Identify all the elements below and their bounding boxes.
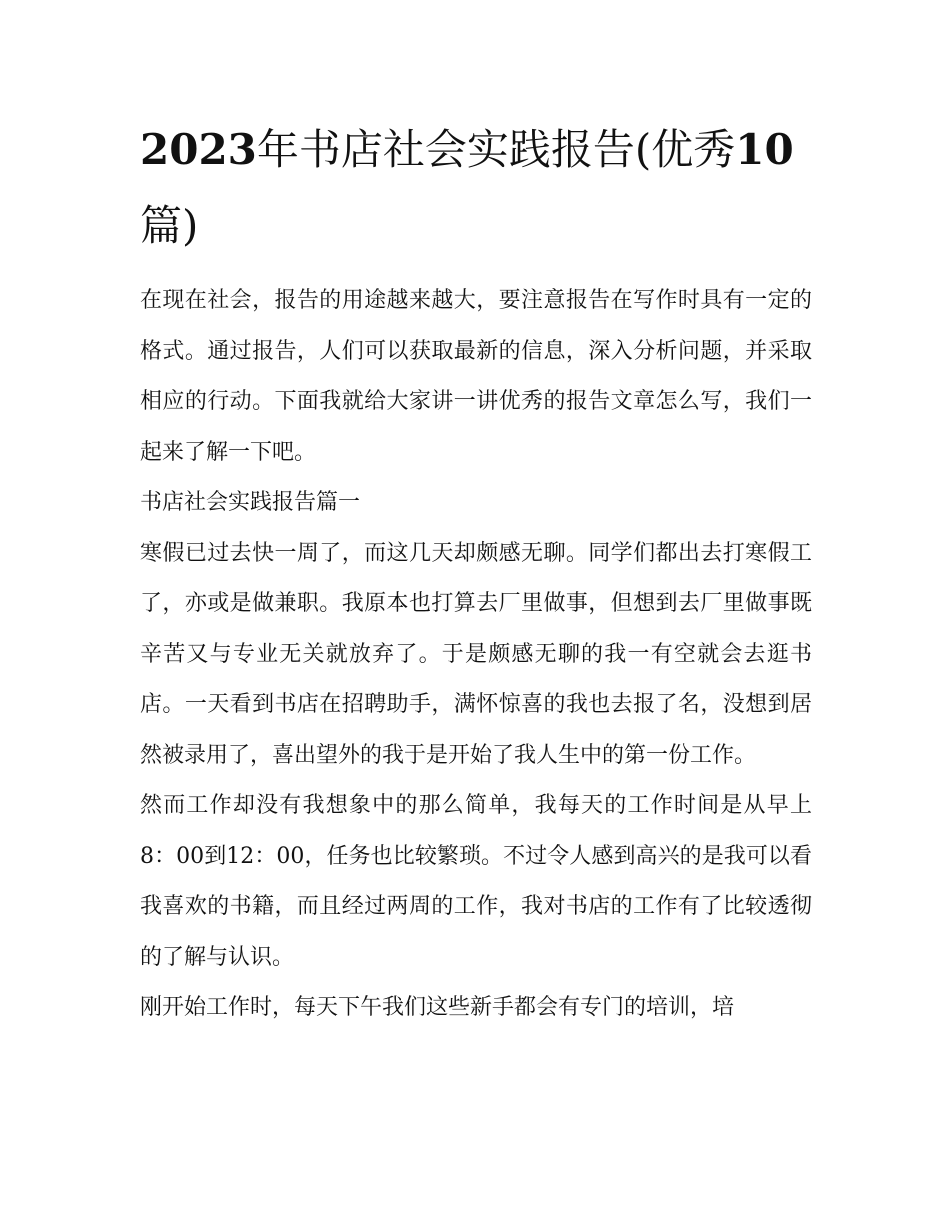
document-title: 2023年书店社会实践报告(优秀10篇) [140,125,794,250]
body-paragraph: 然而工作却没有我想象中的那么简单，我每天的工作时间是从早上8：00到12：00，任务也比较繁琐。不过令人感到高兴的是我可以看我喜欢的书籍，而且经过两周的工作，我对书店的工作有了比较透彻的了解与认识。 [140,793,812,970]
intro-paragraph: 在现在社会，报告的用途越来越大，要注意报告在写作时具有一定的格式。通过报告，人们可以获取最新的信息，深入分析问题，并采取相应的行动。下面我就给大家讲一讲优秀的报告文章怎么写，我们一起来了解一下吧。 [140,288,812,465]
body-paragraph: 刚开始工作时，每天下午我们这些新手都会有专门的培训，培 [140,995,735,1020]
section-heading: 书店社会实践报告篇一 [140,490,361,515]
body-paragraph: 寒假已过去快一周了，而这几天却颇感无聊。同学们都出去打寒假工了，亦或是做兼职。我原本也打算去厂里做事，但想到去厂里做事既辛苦又与专业无关就放弃了。于是颇感无聊的我一有空就会去逛书店。一天看到书店在招聘助手，满怀惊喜的我也去报了名，没想到居然被录用了，喜出望外的我于是开始了我人生中的第一份工作。 [140,540,812,768]
document-page [140,112,812,1034]
